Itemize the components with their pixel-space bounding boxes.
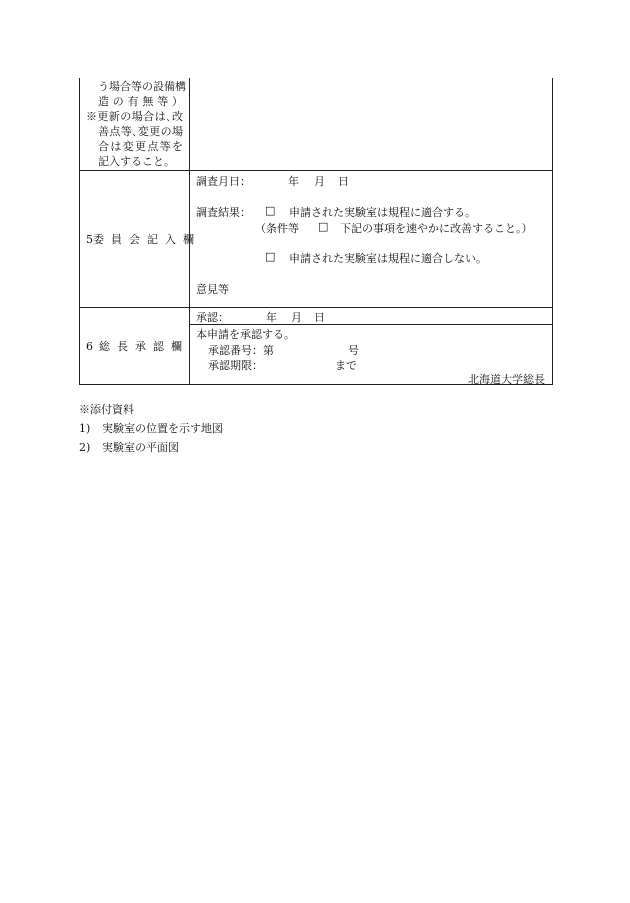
facility-structure-content xyxy=(190,78,553,171)
committee-content xyxy=(190,171,553,308)
approval-label-cell xyxy=(80,308,190,385)
label-line: ※更新の場合は､改 xyxy=(86,110,183,123)
survey-day: 日 xyxy=(338,175,349,188)
label-line: う場合等の設備構 xyxy=(98,80,186,93)
result-conforms-text: 申請された実験室は規程に適合する。 xyxy=(289,206,476,219)
checkbox-condition[interactable] xyxy=(318,220,334,233)
condition-prefix: （条件等 xyxy=(255,222,299,235)
checkbox-icon: □ xyxy=(318,220,329,233)
row-committee xyxy=(80,171,553,308)
facility-structure-label xyxy=(80,78,190,171)
label-line: 善点等､変更の場 xyxy=(98,125,183,138)
approval-content xyxy=(190,308,553,385)
checkbox-conforms[interactable] xyxy=(265,204,281,217)
committee-label-cell xyxy=(80,171,201,308)
list-item xyxy=(79,438,223,457)
committee-number: 5 xyxy=(86,232,93,246)
list-item-text: 実験室の平面図 xyxy=(102,441,179,454)
checkbox-icon: □ xyxy=(265,250,276,263)
survey-year: 年 xyxy=(288,175,299,188)
result-not-conforms-text: 申請された実験室は規程に適合しない。 xyxy=(289,252,487,265)
attachments-title: ※添付資料 xyxy=(79,403,134,416)
approval-day: 日 xyxy=(314,311,325,324)
approval-number-suffix: 号 xyxy=(348,344,359,357)
application-form-table xyxy=(79,78,553,385)
survey-result-label: 調査結果： xyxy=(196,206,251,219)
list-item-number: 1) xyxy=(79,422,91,435)
approval-number: 6 xyxy=(86,339,93,353)
list-item-text: 実験室の位置を示す地図 xyxy=(102,422,223,435)
approval-year: 年 xyxy=(266,311,277,324)
row-president-approval xyxy=(80,308,553,385)
survey-month: 月 xyxy=(314,175,325,188)
list-item-number: 2) xyxy=(79,441,91,454)
approval-label: 総長承認欄 xyxy=(99,340,189,353)
approval-month: 月 xyxy=(291,311,302,324)
list-item xyxy=(79,419,223,438)
label-line: 記入すること。 xyxy=(98,155,175,168)
approval-period-suffix: まで xyxy=(335,359,357,372)
checkbox-icon: □ xyxy=(265,204,276,217)
approve-statement: 本申請を承認する。 xyxy=(196,328,295,341)
approval-date-label: 承認： xyxy=(196,311,229,324)
president-signature: 北海道大学総長 xyxy=(468,373,545,386)
label-line: 造 の 有 無 等 ） xyxy=(98,95,183,108)
approval-date-row xyxy=(190,308,552,325)
approval-number-label: 承認番号：第 xyxy=(208,344,274,357)
attachments-section xyxy=(79,400,223,457)
approval-period-label: 承認期限： xyxy=(208,359,263,372)
committee-label: 委員会記入欄 xyxy=(93,233,201,246)
checkbox-not-conforms[interactable] xyxy=(265,250,281,263)
row-facility-structure xyxy=(80,78,553,171)
condition-text: 下記の事項を速やかに改善すること。） xyxy=(340,222,533,235)
label-line: 合は変更点等を xyxy=(98,140,183,153)
survey-date-label: 調査月日： xyxy=(196,175,251,188)
opinion-label: 意見等 xyxy=(196,283,229,296)
